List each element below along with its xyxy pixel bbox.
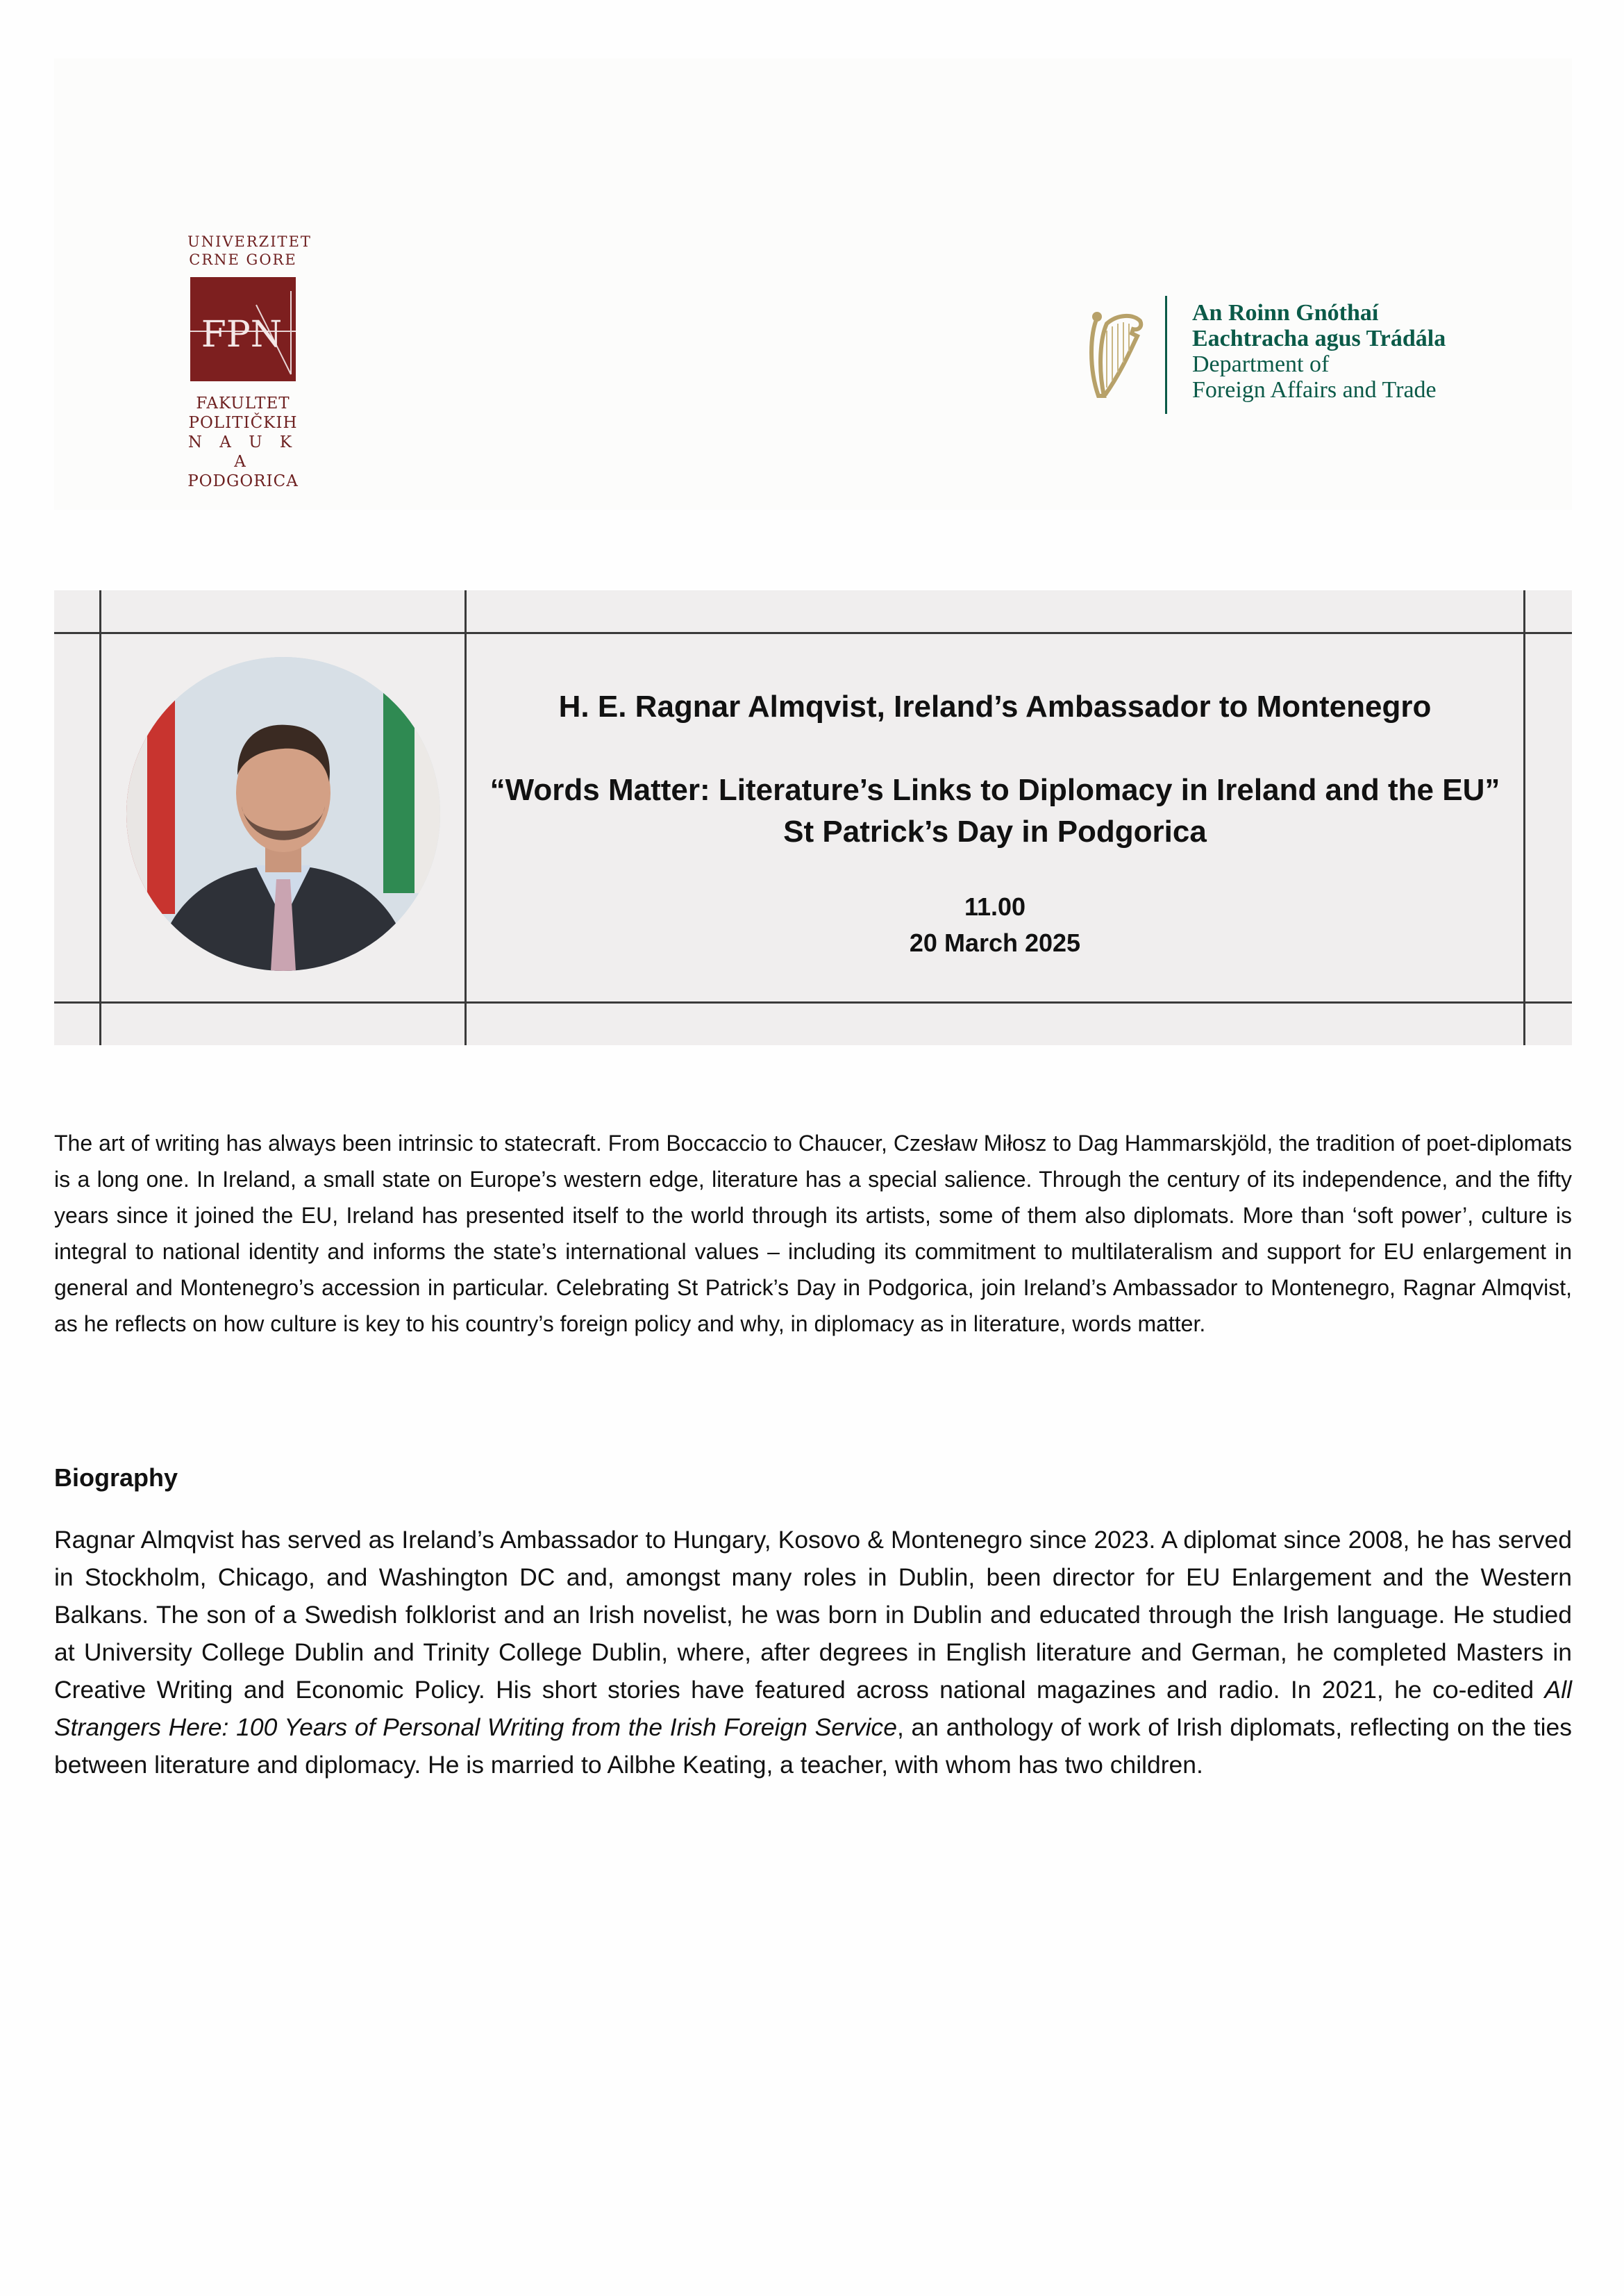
dfa-logo [1083,296,1458,417]
dfa-line: Department of [1192,351,1330,377]
dfa-line: Eachtracha agus Trádála [1192,326,1446,351]
dfa-line: An Roinn Gnóthaí [1192,300,1379,326]
dfa-logo-text [1192,300,1446,403]
divider [54,1001,1572,1004]
biography-text-part2: , an anthology of work of Irish diplomats, reflecting on the ties between literature and diplomacy. He is married to Ailbhe Keating, a teacher, with whom has two children. [54,1713,1572,1779]
biography-heading: Biography [54,1463,178,1492]
speaker-heading: H. E. Ragnar Almqvist, Ireland’s Ambassador to Montenegro [558,690,1432,724]
event-details [467,688,1523,961]
book-title: All Strangers Here: 100 Years of Personal Writing from the Irish Foreign Service [54,1676,1572,1741]
biography-paragraph [54,1521,1572,1783]
event-time-date [467,889,1523,961]
ucg-line: UNIVERZITET [187,233,312,250]
ambassador-portrait [126,657,440,971]
ucg-line: POLITIČKIH [188,414,298,432]
event-banner [54,590,1572,1045]
divider [54,632,1572,634]
ucg-line: CRNE GORE [189,251,297,268]
intro-paragraph: The art of writing has always been intrinsic to statecraft. From Boccaccio to Chaucer, Czesław Miłosz to Dag Hammarskjöld, the tradition of poet-diplomats is a long one. In Ireland, a small state on Europe’s western edge, literature has a special salience. Through the century of its independence, and the fifty years since it joined the EU, Ireland has presented itself to the world through its artists, some of them also diplomats. More than ‘soft power’, culture is integral to national identity and informs the state’s international values – including its commitment to multilateralism and support for EU enlargement in general and Montenegro’s accession in particular. Celebrating St Patrick’s Day in Podgorica, join Ireland’s Ambassador to Montenegro, Ragnar Almqvist, as he reflects on how culture is key to his country’s foreign policy and why, in diplomacy as in literature, words matter. [54,1131,1572,1336]
fpn-monogram-text: FPN [201,314,283,356]
event-subtitle-line: St Patrick’s Day in Podgorica [783,815,1207,849]
ucg-logo-bottom-text [187,394,299,491]
dfa-line: Foreign Affairs and Trade [1192,377,1437,403]
ucg-logo-top-text [187,233,312,269]
harp-icon [1083,306,1146,403]
event-time: 11.00 [964,892,1026,921]
ucg-line: N A U K A [187,433,299,471]
ucg-fpn-logo [187,233,312,491]
event-date: 20 March 2025 [909,929,1081,957]
biography-text-part1: Ragnar Almqvist has served as Ireland’s Ambassador to Hungary, Kosovo & Montenegro since 2023. A diplomat since 2008, he has served in Stockholm, Chicago, and Washington DC and, amongst many roles in Dublin, been director for EU Enlargement and the Western Balkans. The son of a Swedish folklorist and an Irish novelist, he was born in Dublin and educated through the Irish language. He studied at University College Dublin and Trinity College Dublin, where, after degrees in English literature and German, he completed Masters in Creative Writing and Economic Policy. His short stories have featured across national magazines and radio. In 2021, he co-edited [54,1526,1572,1704]
ucg-line: FAKULTET [196,394,290,413]
event-title [467,770,1523,853]
divider [1523,590,1525,1045]
fpn-monogram-box [190,277,296,381]
portrait-image [126,657,440,971]
ucg-line: PODGORICA [187,472,299,490]
dfa-divider [1165,296,1167,414]
fpn-monogram-icon [190,277,296,381]
divider [99,590,101,1045]
event-title-line: “Words Matter: Literature’s Links to Diplomacy in Ireland and the EU” [489,773,1500,807]
